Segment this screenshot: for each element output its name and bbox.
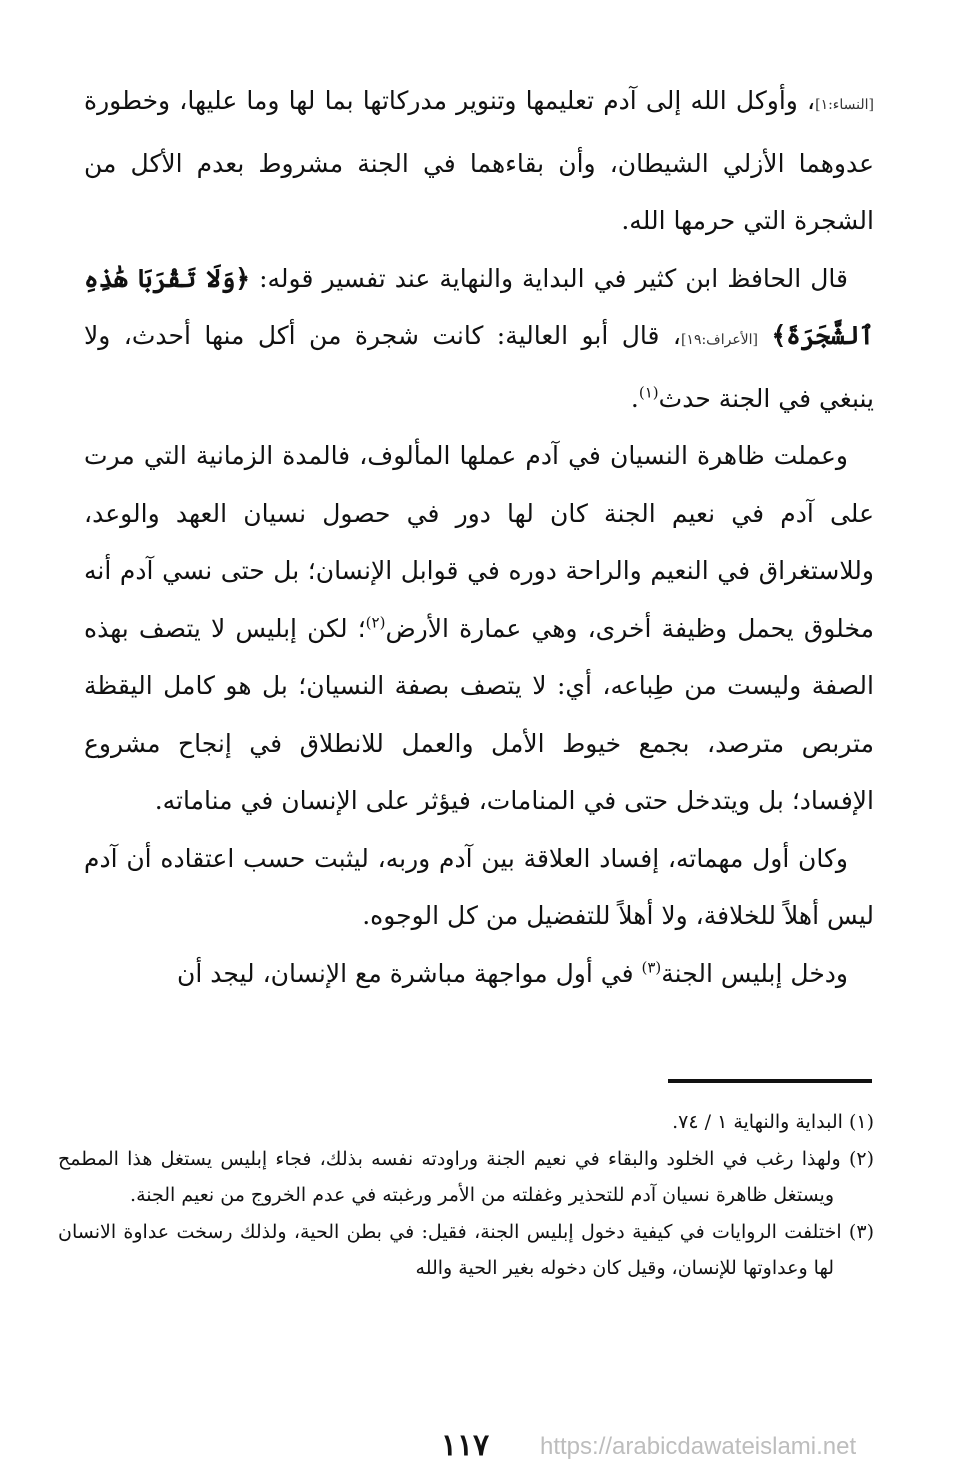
main-text bbox=[84, 72, 874, 1002]
paragraph-4 bbox=[84, 830, 874, 945]
quran-verse: ﴿وَلَا تَقْرَبَا هَٰذِهِ ٱلشَّجَرَةَ﴾ bbox=[84, 263, 874, 350]
paragraph-3 bbox=[84, 427, 874, 830]
paragraph-1 bbox=[84, 72, 874, 250]
paragraph-text: ؛ لكن إبليس لا يتصف بهذه الصفة وليست من طِباعه، أي: لا يتصف بصفة النسيان؛ بل هو كامل اليقظة متربص مترصد، بجمع خيوط الأمل والعمل للانطلاق في إنجاح مشروع الإفساد؛ بل ويتدخل حتى في المنامات، فيؤثر على الإنسان في مناماته. bbox=[84, 613, 874, 815]
paragraph-text: في أول مواجهة مباشرة مع الإنسان، ليجد أن bbox=[176, 958, 642, 988]
footnotes bbox=[58, 1104, 874, 1287]
paragraph-text: ، وأوكل الله إلى آدم تعليمها وتنوير مدركاتها بما لها وما عليها، وخطورة عدوهما الأزلي الشيطان، وأن بقاءهما في الجنة مشروط بعدم الأكل من الشجرة التي حرمها الله. bbox=[84, 86, 874, 235]
footnote-2: (٢) ولهذا رغب في الخلود والبقاء في نعيم الجنة وراودته نفسه بذلك، فجاء إبليس يستغل هذا المطمح ويستغل ظاهرة نسيان آدم للتحذير وغفلته من الأمر ورغبته في عدم الخروج من نعيم الجنة. bbox=[58, 1147, 874, 1206]
paragraph-2 bbox=[84, 250, 874, 428]
footnote-divider bbox=[668, 1079, 872, 1083]
footnote-marker: (٣) bbox=[641, 958, 662, 977]
watermark-url: https://arabicdawateislami.net bbox=[540, 1433, 857, 1460]
paragraph-text: وكان أول مهماته، إفساد العلاقة بين آدم وربه، ليثبت حسب اعتقاده أن آدم ليس أهلاً للخلافة، ولا أهلاً للتفضيل من كل الوجوه. bbox=[84, 843, 874, 930]
footnote-3: (٣) اختلفت الروايات في كيفية دخول إبليس الجنة، فقيل: في بطن الحية، ولذلك رسخت عداوة الانسان لها وعداوتها للإنسان، وقيل كان دخوله بغير الحية والله bbox=[58, 1220, 874, 1279]
paragraph-text: ، قال أبو العالية: كانت شجرة من أكل منها أحدث، ولا ينبغي في الجنة حدث bbox=[84, 321, 874, 413]
footnote-marker: (١) bbox=[638, 383, 659, 402]
footnote-marker: (٢) bbox=[365, 613, 386, 632]
verse-reference: [الأعراف:١٩] bbox=[680, 332, 759, 348]
footnote-1: (١) البداية والنهاية ١ / ٧٤. bbox=[672, 1111, 874, 1133]
paragraph-text: ودخل إبليس الجنة bbox=[661, 958, 848, 988]
verse-reference: [النساء:١] bbox=[815, 97, 874, 113]
paragraph-5 bbox=[84, 945, 874, 1003]
paragraph-end: . bbox=[630, 383, 639, 413]
paragraph-text: وعملت ظاهرة النسيان في آدم عملها المألوف، فالمدة الزمانية التي مرت على آدم في نعيم الجنة كان لها دور في حصول نسيان العهد والوعد، وللاستغراق في النعيم والراحة دوره في قوابل الإنسان؛ بل حتى نسي آدم أنه مخلوق يحمل وظيفة أخرى، وهي عمارة الأرض bbox=[84, 441, 874, 643]
page-number: ١١٧ bbox=[440, 1428, 490, 1463]
paragraph-text: قال الحافظ ابن كثير في البداية والنهاية عند تفسير قوله: bbox=[250, 263, 848, 293]
